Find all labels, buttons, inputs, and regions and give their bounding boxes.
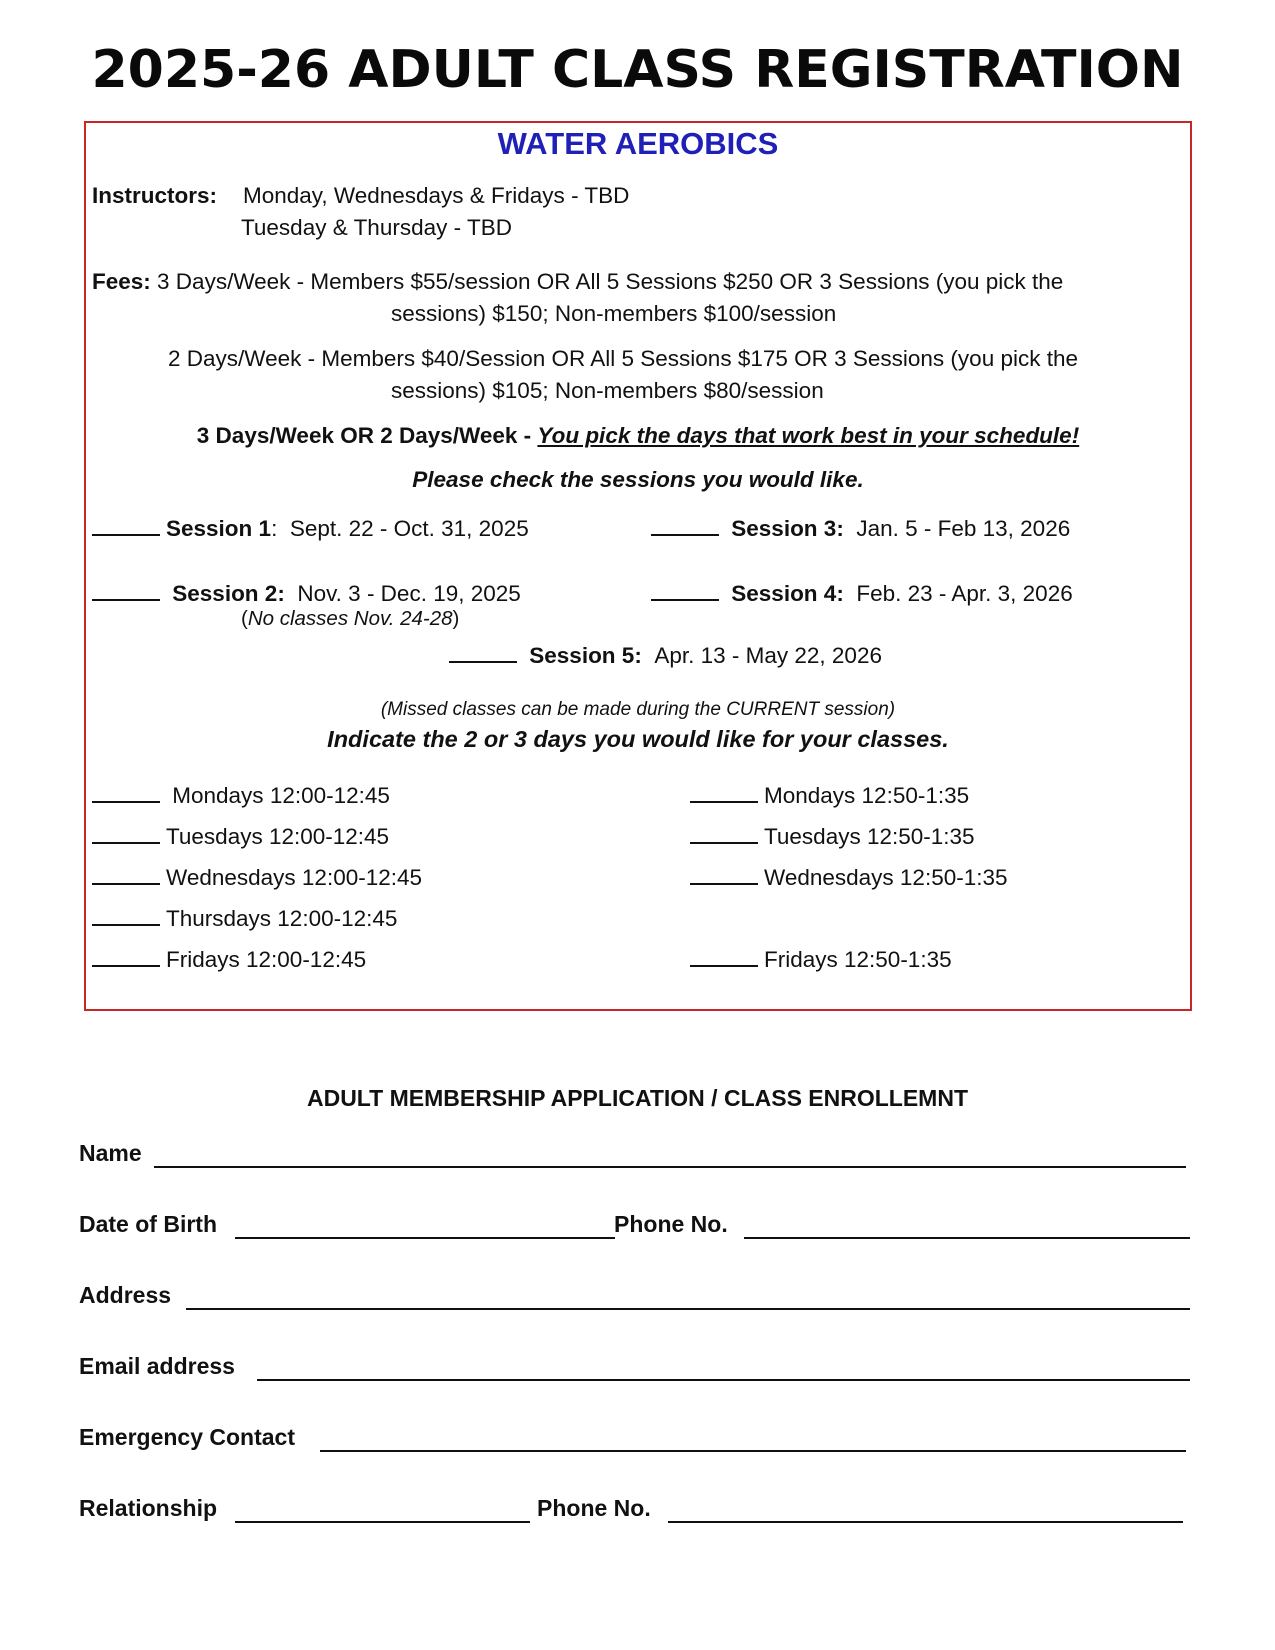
time-right-1[interactable]	[690, 779, 969, 810]
session-2-dates: Nov. 3 - Dec. 19, 2025	[297, 581, 521, 606]
page-title: 2025-26 ADULT CLASS REGISTRATION	[91, 40, 1184, 100]
time-right-4-label: Fridays 12:50-1:35	[764, 947, 952, 972]
time-left-2-label: Tuesdays 12:00-12:45	[166, 824, 390, 849]
address-label: Address	[79, 1282, 172, 1308]
pick-days-line	[84, 422, 1192, 450]
session-4-dates: Feb. 23 - Apr. 3, 2026	[856, 581, 1073, 606]
session-2-note-open: (	[241, 607, 248, 630]
session-2-note-close: )	[452, 607, 460, 630]
phone-field[interactable]	[744, 1237, 1190, 1239]
missed-classes-note: (Missed classes can be made during the CURRENT session)	[380, 699, 896, 720]
time-left-3-label: Wednesdays 12:00-12:45	[166, 865, 423, 890]
fees-2day-line-1: 2 Days/Week - Members $40/Session OR All 5 Sessions $175 OR 3 Sessions (you pick the	[168, 346, 1078, 371]
class-name: WATER AEROBICS	[497, 126, 779, 161]
name-label: Name	[79, 1140, 142, 1166]
session-5-row[interactable]	[449, 639, 882, 670]
instructors-line-1: Monday, Wednesdays & Fridays - TBD	[243, 183, 630, 208]
phone-2-field[interactable]	[668, 1521, 1183, 1523]
session-2-label: Session 2:	[172, 581, 285, 606]
form-heading: ADULT MEMBERSHIP APPLICATION / CLASS ENROLLEMNT	[306, 1085, 969, 1111]
time-left-4-label: Thursdays 12:00-12:45	[166, 906, 398, 931]
relationship-label: Relationship	[79, 1495, 218, 1521]
time-right-4[interactable]	[690, 943, 952, 974]
indicate-days-instruction: Indicate the 2 or 3 days you would like for your classes.	[327, 726, 949, 752]
time-left-3[interactable]	[92, 861, 422, 892]
session-3-row[interactable]	[651, 512, 1070, 543]
session-4-label: Session 4:	[731, 581, 844, 606]
phone-label: Phone No.	[614, 1211, 728, 1237]
instructors-label: Instructors:	[92, 183, 218, 208]
fees-3day-line-1: 3 Days/Week - Members $55/session OR All 5 Sessions $250 OR 3 Sessions (you pick the	[157, 269, 1064, 294]
session-5-label: Session 5:	[529, 643, 642, 668]
session-2-note-text: No classes Nov. 24-28	[247, 607, 453, 630]
time-left-5-label: Fridays 12:00-12:45	[166, 947, 367, 972]
session-2-checkbox[interactable]	[92, 577, 160, 601]
session-3-dates: Jan. 5 - Feb 13, 2026	[856, 516, 1071, 541]
time-left-1-label: Mondays 12:00-12:45	[172, 783, 390, 808]
time-right-2-label: Tuesdays 12:50-1:35	[764, 824, 975, 849]
name-field[interactable]	[154, 1166, 1186, 1168]
session-3-label: Session 3:	[731, 516, 844, 541]
time-left-3-checkbox[interactable]	[92, 861, 160, 885]
session-1-label: Session 1	[166, 516, 272, 541]
instructors-row	[92, 182, 217, 210]
session-4-row[interactable]	[651, 577, 1073, 608]
session-1-dates: Sept. 22 - Oct. 31, 2025	[289, 516, 529, 541]
emergency-contact-field[interactable]	[320, 1450, 1186, 1452]
session-1-checkbox[interactable]	[92, 512, 160, 536]
time-right-2-checkbox[interactable]	[690, 820, 758, 844]
time-left-1-checkbox[interactable]	[92, 779, 160, 803]
time-left-2-checkbox[interactable]	[92, 820, 160, 844]
fees-3day-line-2: sessions) $150; Non-members $100/session	[391, 301, 837, 326]
session-2-note	[241, 607, 459, 631]
time-left-4[interactable]	[92, 902, 397, 933]
session-3-checkbox[interactable]	[651, 512, 719, 536]
session-1-row[interactable]: Session 1: Sept. 22 - Oct. 31, 2025	[92, 512, 529, 543]
address-field[interactable]	[186, 1308, 1190, 1310]
fees-label: Fees:	[92, 269, 151, 294]
instructors-line-2: Tuesday & Thursday - TBD	[241, 215, 512, 240]
time-right-3[interactable]	[690, 861, 1008, 892]
relationship-field[interactable]	[235, 1521, 530, 1523]
phone-2-label: Phone No.	[537, 1495, 651, 1521]
time-left-5[interactable]	[92, 943, 366, 974]
check-sessions-instruction: Please check the sessions you would like.	[412, 467, 864, 492]
time-right-1-checkbox[interactable]	[690, 779, 758, 803]
time-left-1[interactable]	[92, 779, 390, 810]
time-right-2[interactable]	[690, 820, 975, 851]
email-field[interactable]	[257, 1379, 1190, 1381]
time-right-1-label: Mondays 12:50-1:35	[764, 783, 970, 808]
time-right-3-checkbox[interactable]	[690, 861, 758, 885]
pick-days-prefix: 3 Days/Week OR 2 Days/Week -	[196, 423, 538, 448]
dob-field[interactable]	[235, 1237, 615, 1239]
pick-days-emphasis: You pick the days that work best in your schedule!	[537, 423, 1080, 448]
dob-label: Date of Birth	[79, 1211, 217, 1237]
session-5-dates: Apr. 13 - May 22, 2026	[654, 643, 882, 668]
session-2-row[interactable]	[92, 577, 521, 608]
email-label: Email address	[79, 1353, 235, 1379]
time-left-2[interactable]	[92, 820, 389, 851]
fees-row-3day	[92, 268, 1063, 296]
time-right-3-label: Wednesdays 12:50-1:35	[764, 865, 1008, 890]
session-4-checkbox[interactable]	[651, 577, 719, 601]
time-right-4-checkbox[interactable]	[690, 943, 758, 967]
fees-2day-line-2: sessions) $105; Non-members $80/session	[391, 378, 824, 403]
time-left-5-checkbox[interactable]	[92, 943, 160, 967]
emergency-contact-label: Emergency Contact	[79, 1424, 296, 1450]
session-5-checkbox[interactable]	[449, 639, 517, 663]
time-left-4-checkbox[interactable]	[92, 902, 160, 926]
